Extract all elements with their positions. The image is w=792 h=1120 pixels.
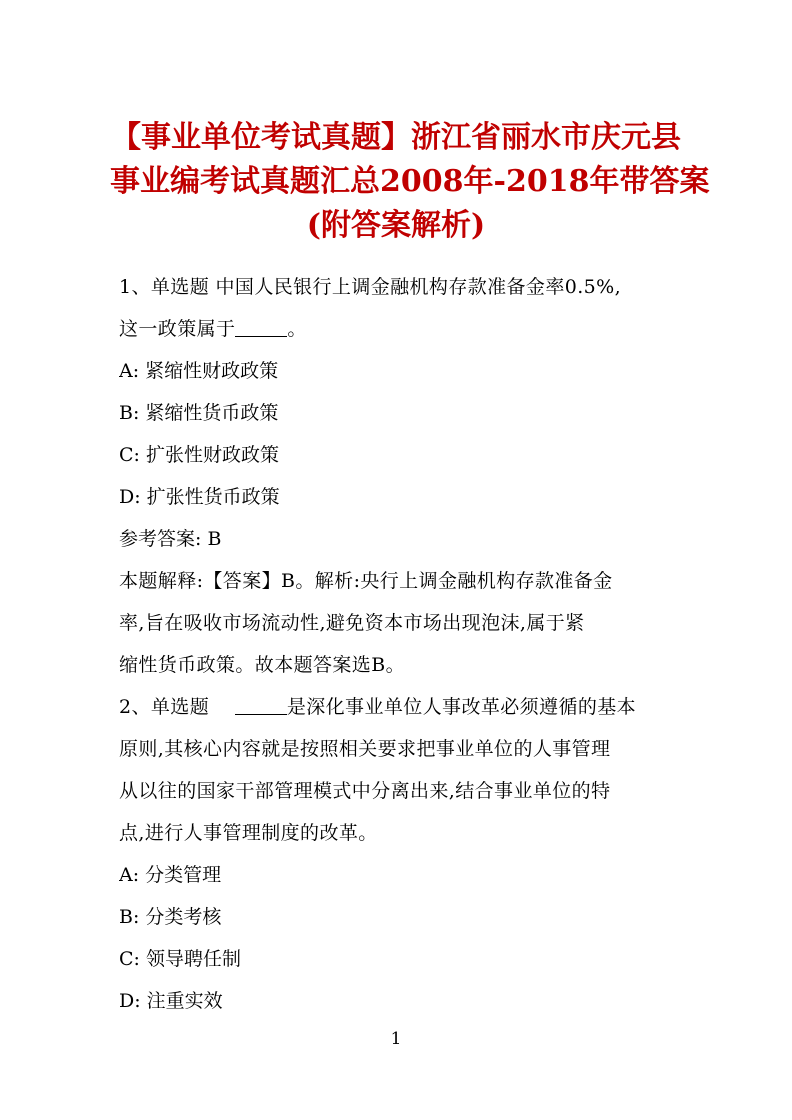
fill-in-blank xyxy=(235,696,287,715)
title-line-1: 【事业单位考试真题】浙江省丽水市庆元县 xyxy=(111,120,681,155)
question-1-option-b: B: 紧缩性货币政策 xyxy=(119,402,279,424)
question-1-option-a: A: 紧缩性财政政策 xyxy=(119,360,279,382)
document-title xyxy=(110,116,710,248)
question-2-option-b: B: 分类考核 xyxy=(119,906,222,928)
question-2-prompt-line xyxy=(119,686,675,728)
question-1-answer: 参考答案: B xyxy=(119,528,222,550)
question-2-prompt-line: 从以往的国家干部管理模式中分离出来,结合事业单位的特 xyxy=(119,780,611,802)
question-1 xyxy=(119,266,675,686)
question-2-option-c: C: 领导聘任制 xyxy=(119,948,241,970)
title-line-3: (附答案解析) xyxy=(306,208,486,243)
question-1-explanation xyxy=(119,560,675,686)
fill-in-blank xyxy=(235,318,287,337)
question-2-prompt-line: 原则,其核心内容就是按照相关要求把事业单位的人事管理 xyxy=(119,738,611,760)
question-2-option-d: D: 注重实效 xyxy=(119,990,223,1012)
document-body xyxy=(119,266,675,1022)
title-line-2: 事业编考试真题汇总2008年-2018年带答案 xyxy=(110,164,710,199)
question-2 xyxy=(119,686,675,1022)
question-2-prompt xyxy=(119,686,675,854)
page-number: 1 xyxy=(390,1029,402,1049)
question-1-prompt-line: 1、单选题 中国人民银行上调金融机构存款准备金率0.5%, xyxy=(119,276,622,298)
question-2-prompt-text: 是深化事业单位人事改革必须遵循的基本 xyxy=(286,696,637,718)
question-1-prompt-text: 这一政策属于 xyxy=(119,318,236,340)
question-2-option-a: A: 分类管理 xyxy=(119,864,222,886)
explanation-line: 本题解释:【答案】B。解析:央行上调金融机构存款准备金 xyxy=(119,570,613,592)
question-1-option-c: C: 扩张性财政政策 xyxy=(119,444,279,466)
question-1-option-d: D: 扩张性货币政策 xyxy=(119,486,280,508)
question-1-prompt-end: 。 xyxy=(287,318,307,340)
explanation-line: 率,旨在吸收市场流动性,避免资本市场出现泡沫,属于紧 xyxy=(119,612,585,634)
question-1-prompt-line xyxy=(119,308,675,350)
question-1-prompt xyxy=(119,266,675,350)
question-2-prompt-start: 2、单选题 xyxy=(119,696,235,718)
explanation-line: 缩性货币政策。故本题答案选B。 xyxy=(119,654,405,676)
question-2-prompt-line: 点,进行人事管理制度的改革。 xyxy=(119,822,378,844)
